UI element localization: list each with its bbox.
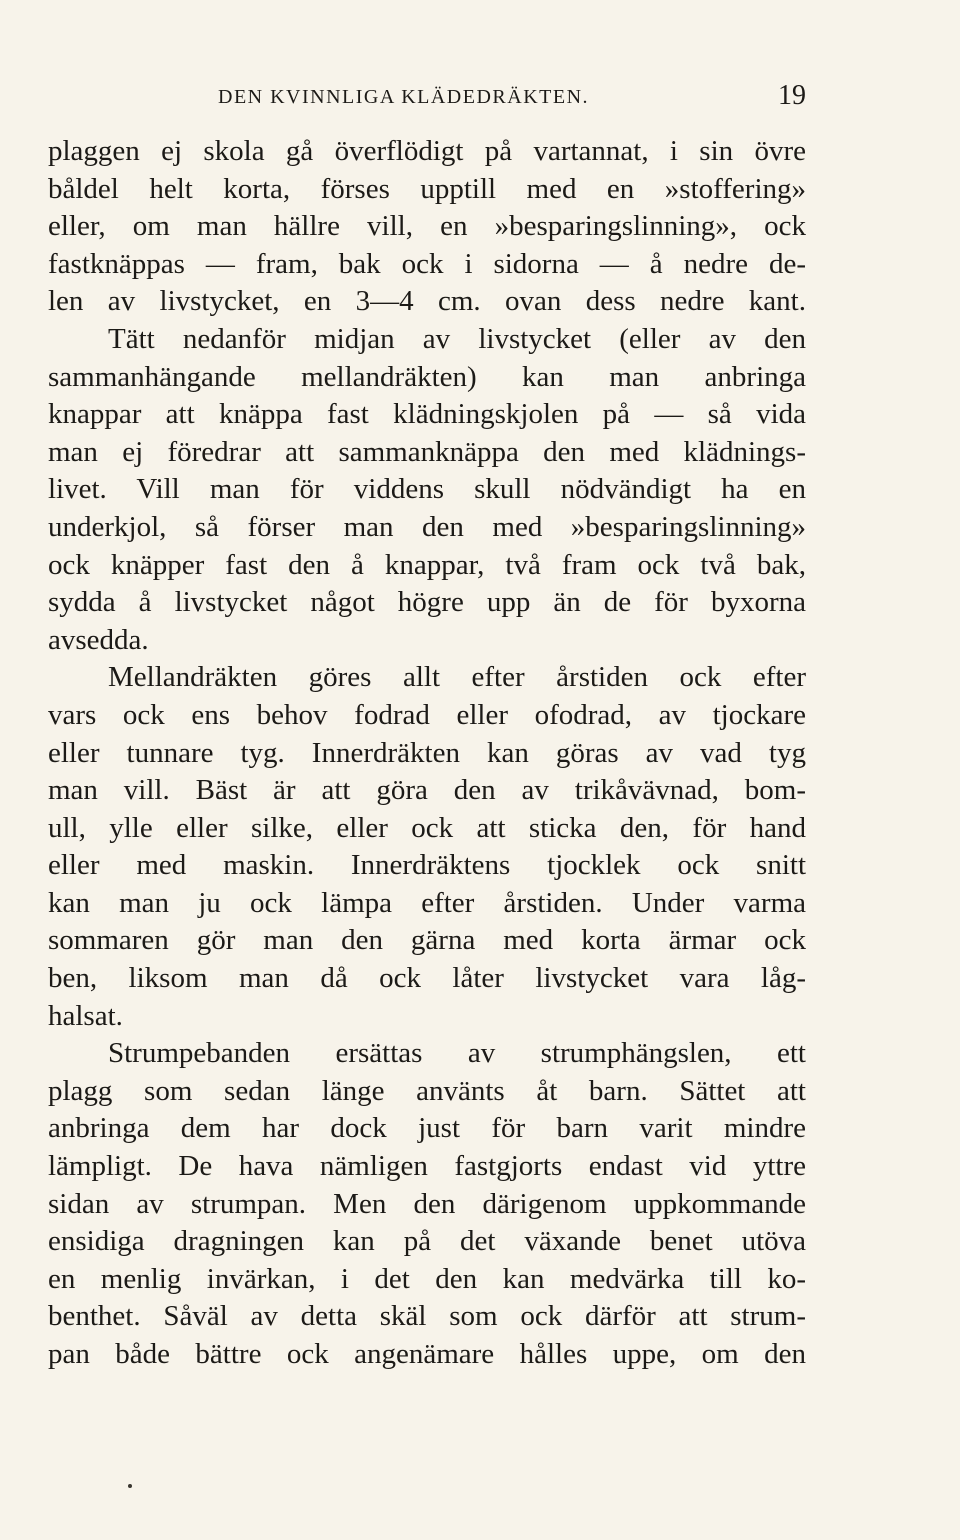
text-line: vars ock ens behov fodrad eller ofodrad, av tjockare: [48, 698, 806, 731]
text-line: ock knäpper fast den å knappar, två fram ock två bak,: [48, 548, 806, 581]
running-title: DEN KVINNLIGA KLÄDEDRÄKTEN.: [218, 86, 590, 108]
body-text: [48, 133, 806, 1374]
text-line: pan både bättre ock angenämare hålles uppe, om den: [48, 1338, 806, 1370]
text-line: sydda å livstycket något högre upp än de för byxorna: [48, 586, 806, 619]
text-line: underkjol, så förser man den med »besparingslinning»: [48, 510, 806, 543]
text-line: fastknäppas — fram, bak ock i sidorna — å nedre de-: [48, 247, 806, 280]
page-number: 19: [778, 80, 806, 111]
text-line: en menlig invärkan, i det den kan medvärka till ko-: [48, 1262, 806, 1295]
text-line: ben, liksom man då ock låter livstycket vara låg-: [48, 962, 806, 995]
text-line: sammanhängande mellandräkten) kan man anbringa: [48, 360, 806, 393]
text-line: man vill. Bäst är att göra den av trikåvävnad, bom-: [48, 774, 806, 807]
text-line: båldel helt korta, förses upptill med en »stoffering»: [48, 172, 806, 205]
text-line: eller, om man hällre vill, en »besparingslinning», ock: [48, 210, 806, 243]
text-line: avsedda.: [48, 623, 149, 656]
print-speck: [128, 1484, 132, 1488]
text-line: len av livstycket, en 3—4 cm. ovan dess nedre kant.: [48, 285, 806, 318]
text-line: eller med maskin. Innerdräktens tjocklek ock snitt: [48, 849, 806, 882]
text-line: lämpligt. De hava nämligen fastgjorts endast vid yttre: [48, 1150, 806, 1183]
text-line: knappar att knäppa fast klädningskjolen på — så vida: [48, 398, 806, 431]
text-line: halsat.: [48, 999, 123, 1032]
text-line: sommaren gör man den gärna med korta ärmar ock: [48, 924, 806, 957]
text-line: plaggen ej skola gå överflödigt på vartannat, i sin övre: [48, 135, 806, 167]
text-line: ull, ylle eller silke, eller ock att sticka den, för hand: [48, 811, 806, 844]
text-line: livet. Vill man för viddens skull nödvändigt ha en: [48, 473, 806, 506]
text-line: ensidiga dragningen kan på det växande benet utöva: [48, 1225, 806, 1258]
text-line: Strumpebanden ersättas av strumphängslen, ett: [108, 1037, 806, 1070]
text-line: kan man ju ock lämpa efter årstiden. Under varma: [48, 886, 806, 919]
text-line: Mellandräkten göres allt efter årstiden ock efter: [108, 661, 806, 694]
text-line: sidan av strumpan. Men den därigenom uppkommande: [48, 1187, 806, 1220]
running-header: [48, 80, 806, 114]
text-line: anbringa dem har dock just för barn varit mindre: [48, 1112, 806, 1145]
text-line: benthet. Såväl av detta skäl som ock därför att strum-: [48, 1300, 806, 1333]
text-line: plagg som sedan länge använts åt barn. Sättet att: [48, 1074, 806, 1107]
text-line: Tätt nedanför midjan av livstycket (eller av den: [108, 322, 806, 355]
text-line: eller tunnare tyg. Innerdräkten kan göras av vad tyg: [48, 736, 806, 769]
text-line: man ej föredrar att sammanknäppa den med klädnings-: [48, 435, 806, 468]
